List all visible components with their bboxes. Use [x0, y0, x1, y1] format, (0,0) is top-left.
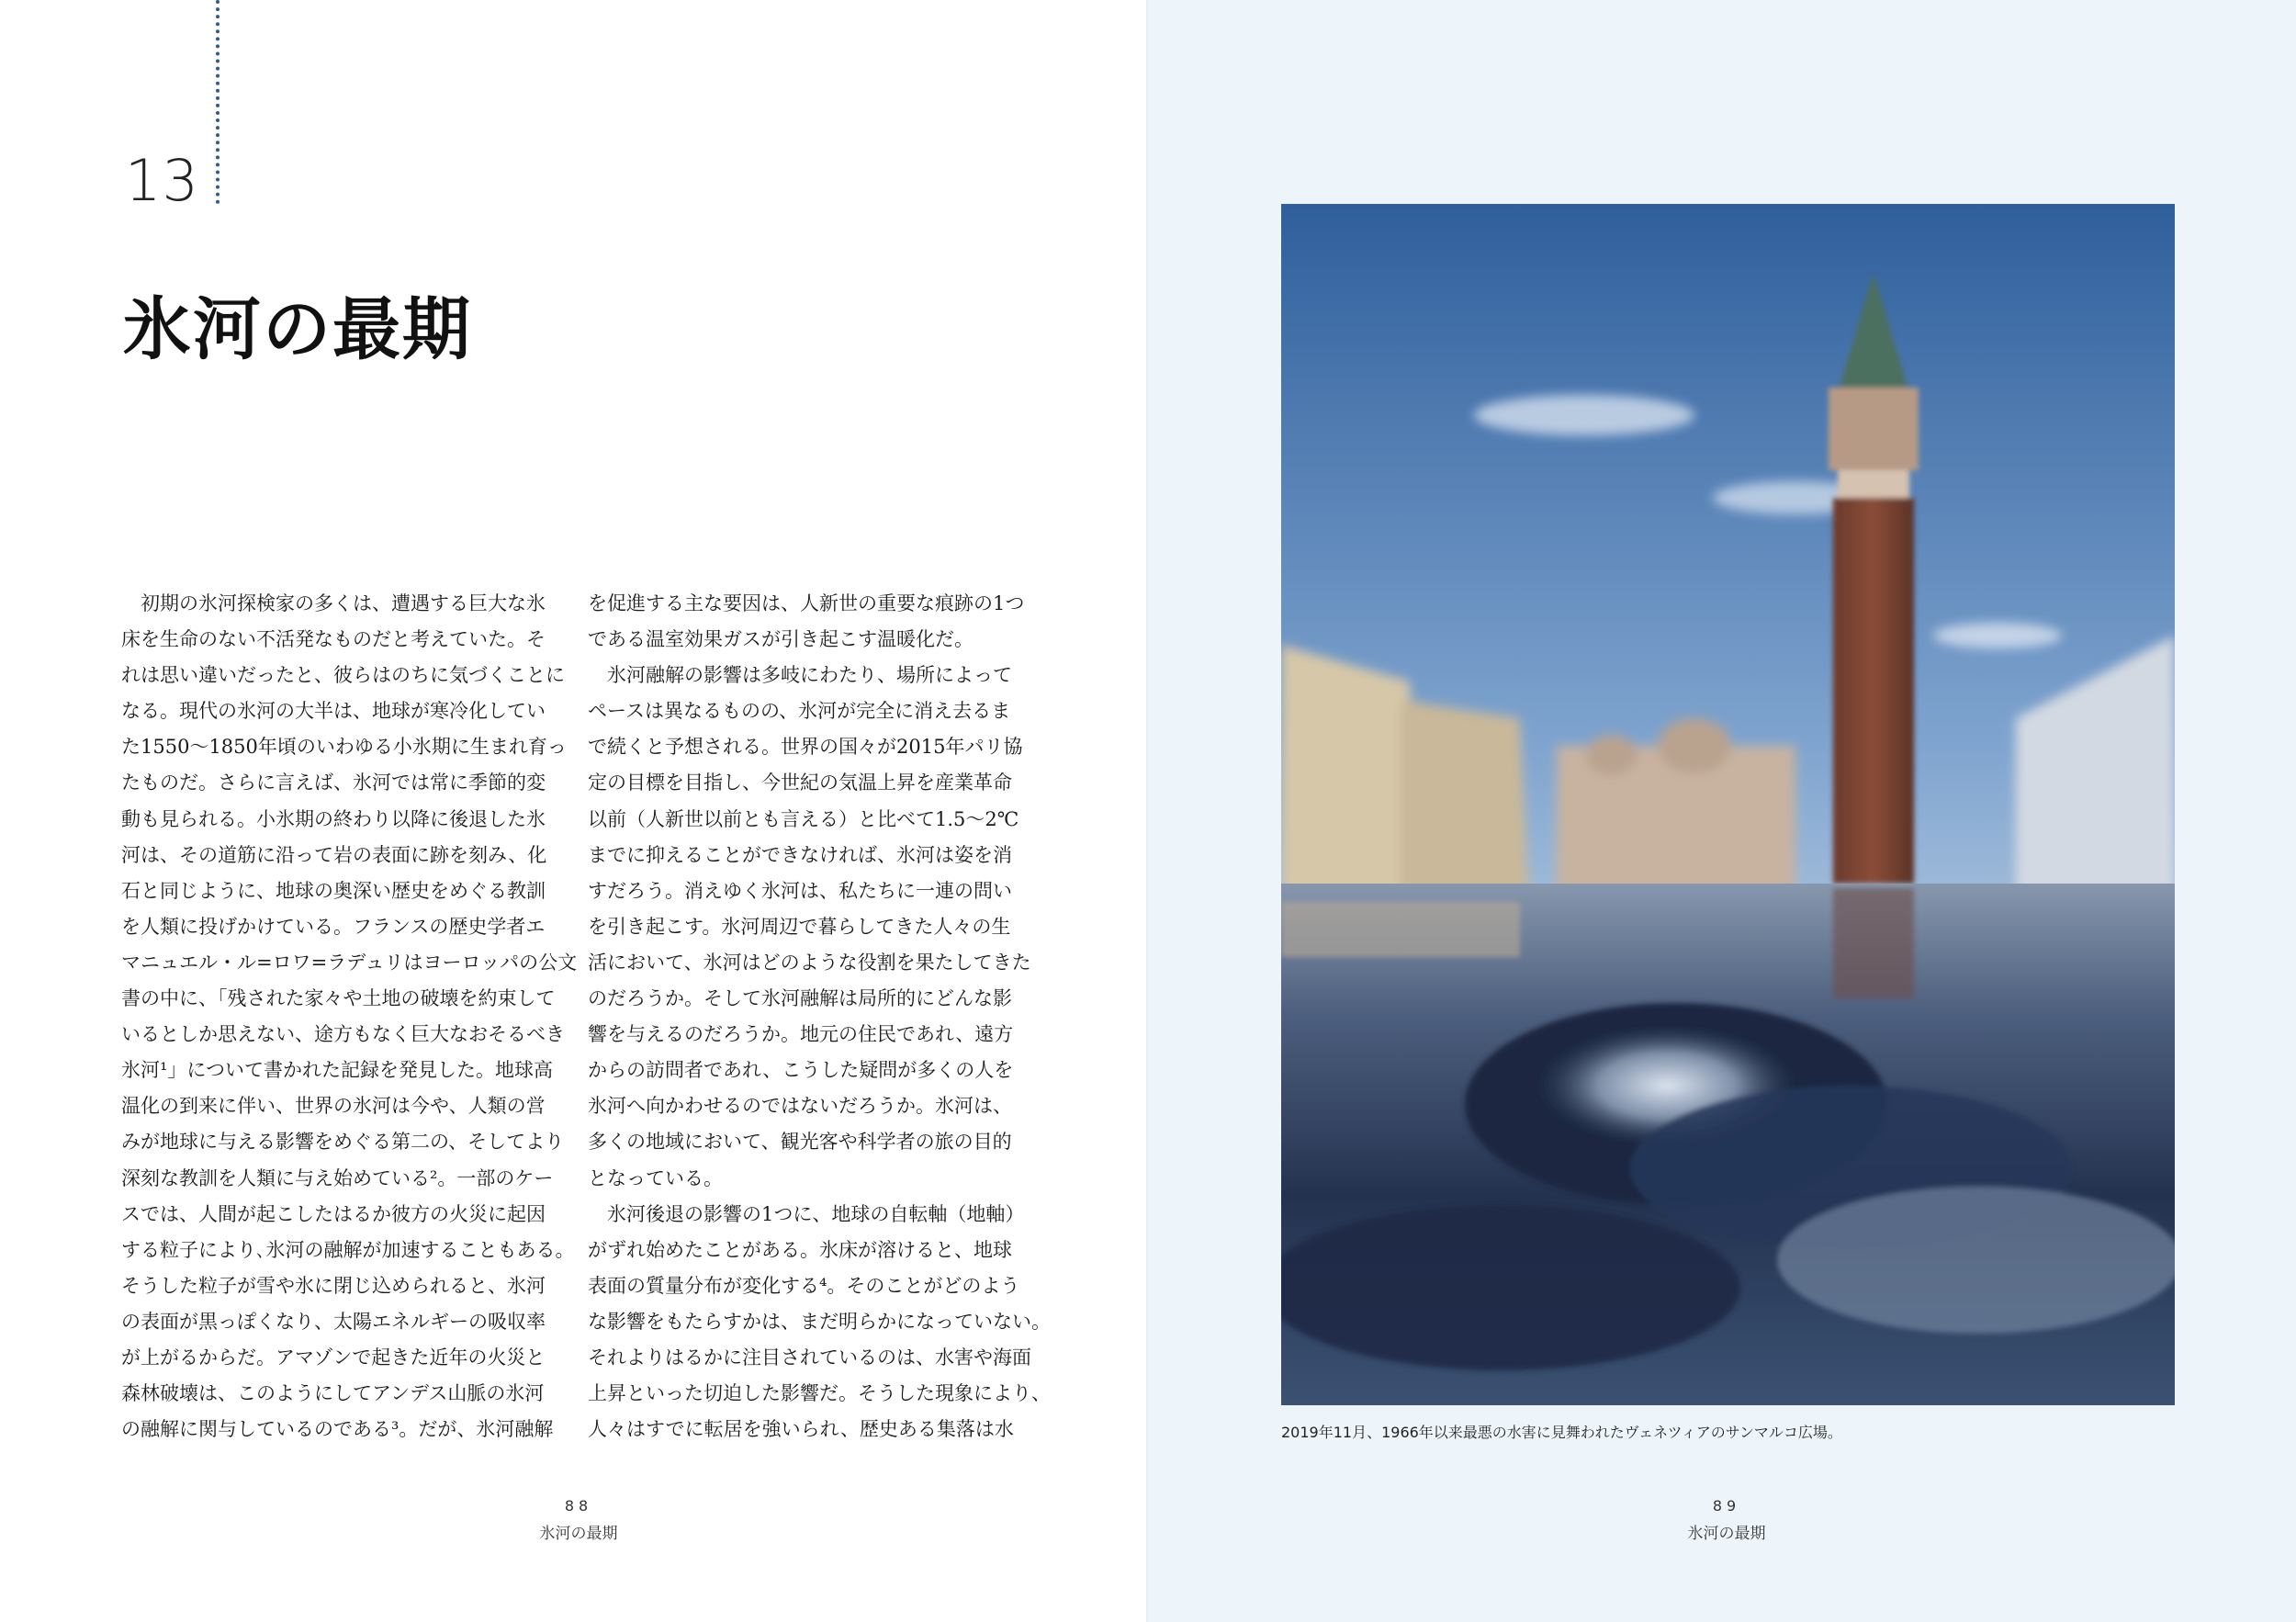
text-line: なる。現代の氷河の大半は、地球が寒冷化してい: [121, 700, 546, 723]
text-line: 人々はすでに転居を強いられ、歴史ある集落は水: [588, 1418, 1014, 1441]
text-line: までに抑えることができなければ、氷河は姿を消: [588, 843, 1012, 866]
text-line: する粒子により､氷河の融解が加速することもある。: [121, 1238, 575, 1261]
text-line: 深刻な教訓を人類に与え始めている²。一部のケー: [121, 1166, 554, 1189]
text-line: となっている。: [588, 1166, 723, 1189]
text-line: 石と同じように、地球の奥深い歴史をめぐる教訓: [121, 879, 546, 902]
body-column-2: [588, 586, 1051, 1447]
text-line: 氷河へ向かわせるのではないだろうか。氷河は、: [588, 1095, 1012, 1118]
text-line: そうした粒子が雪や氷に閉じ込められると、氷河: [121, 1274, 546, 1297]
text-line: 以前（人新世以前とも言える）と比べて1.5～2℃: [588, 807, 1019, 830]
text-line: を人類に投げかけている。フランスの歴史学者エ: [121, 915, 546, 938]
dotted-rule: [216, 0, 219, 204]
text-line: を引き起こす。氷河周辺で暮らしてきた人々の生: [588, 915, 1011, 938]
text-line: である温室効果ガスが引き起こす温暖化だ。: [588, 628, 974, 651]
text-line: のだろうか。そして氷河融解は局所的にどんな影: [588, 987, 1012, 1010]
text-line: た1550～1850年頃のいわゆる小氷期に生まれ育っ: [121, 736, 567, 759]
text-line: を促進する主な要因は、人新世の重要な痕跡の1つ: [588, 592, 1025, 614]
text-line: 書の中に、「残された家々や土地の破壊を約束して: [121, 987, 556, 1010]
text-line: 氷河融解の影響は多岐にわたり、場所によって: [588, 664, 1012, 687]
folio-right: [1589, 1497, 1864, 1543]
chapter-number: 13: [125, 147, 199, 214]
text-line: それよりはるかに注目されているのは、水害や海面: [588, 1346, 1031, 1369]
text-line: ペースは異なるものの、氷河が完全に消え去るま: [588, 700, 1011, 723]
text-line: の融解に関与しているのである³。だが、氷河融解: [121, 1418, 554, 1441]
page-number: 89: [1712, 1497, 1741, 1515]
venice-flood-photo: [1281, 204, 2175, 1405]
text-line: 森林破壊は、このようにしてアンデス山脈の氷河: [121, 1382, 545, 1405]
text-line: たものだ。さらに言えば、氷河では常に季節的変: [121, 772, 546, 794]
text-line: 初期の氷河探検家の多くは、遭遇する巨大な氷: [121, 592, 546, 614]
text-line: いるとしか思えない、途方もなく巨大なおそるべき: [121, 1023, 565, 1046]
text-line: れは思い違いだったと、彼らはのちに気づくことに: [121, 664, 565, 687]
text-line: 河は、その道筋に沿って岩の表面に跡を刻み、化: [121, 843, 547, 866]
text-line: 氷河後退の影響の1つに、地球の自転軸（地軸）: [588, 1202, 1025, 1225]
text-line: が上がるからだ。アマゾンで起きた近年の火災と: [121, 1346, 546, 1369]
text-line: 活において、氷河はどのような役割を果たしてきた: [588, 951, 1031, 974]
folio-left: [441, 1497, 716, 1543]
text-line: 表面の質量分布が変化する⁴。そのことがどのよう: [588, 1274, 1020, 1297]
page-number: 88: [564, 1497, 593, 1515]
photo-caption: 2019年11月、1966年以来最悪の水害に見舞われたヴェネツィアのサンマルコ広場。: [1281, 1424, 1842, 1441]
text-line: すだろう。消えゆく氷河は、私たちに一連の問い: [588, 879, 1012, 902]
text-line: で続くと予想される。世界の国々が2015年パリ協: [588, 736, 1023, 759]
text-line: 響を与えるのだろうか。地元の住民であれ、遠方: [588, 1023, 1014, 1046]
running-title: 氷河の最期: [539, 1525, 618, 1543]
text-line: 定の目標を目指し、今世紀の気温上昇を産業革命: [588, 772, 1012, 794]
text-line: 多くの地域において、観光客や科学者の旅の目的: [588, 1131, 1012, 1154]
text-line: 上昇といった切迫した影響だ。そうした現象により、: [588, 1382, 1051, 1405]
chapter-title: 氷河の最期: [123, 290, 472, 369]
text-line: 動も見られる。小氷期の終わり以降に後退した氷: [121, 807, 546, 830]
body-column-1: [121, 586, 578, 1447]
text-line: な影響をもたらすかは、まだ明らかになっていない。: [588, 1310, 1051, 1333]
text-line: 床を生命のない不活発なものだと考えていた。そ: [121, 628, 546, 651]
text-line: マニュエル・ル=ロワ=ラデュリはヨーロッパの公文: [121, 951, 578, 974]
text-line: からの訪問者であれ、こうした疑問が多くの人を: [588, 1059, 1014, 1082]
text-line: スでは、人間が起こしたはるか彼方の火災に起因: [121, 1202, 546, 1225]
text-line: 温化の到来に伴い、世界の氷河は今や、人類の営: [121, 1095, 546, 1118]
text-line: みが地球に与える影響をめぐる第二の、そしてより: [121, 1131, 565, 1154]
running-title: 氷河の最期: [1687, 1525, 1766, 1543]
text-line: 氷河¹」について書かれた記録を発見した。地球高: [121, 1059, 553, 1082]
text-line: の表面が黒っぽくなり、太陽エネルギーの吸収率: [121, 1310, 546, 1333]
text-line: がずれ始めたことがある。氷床が溶けると、地球: [588, 1238, 1012, 1261]
